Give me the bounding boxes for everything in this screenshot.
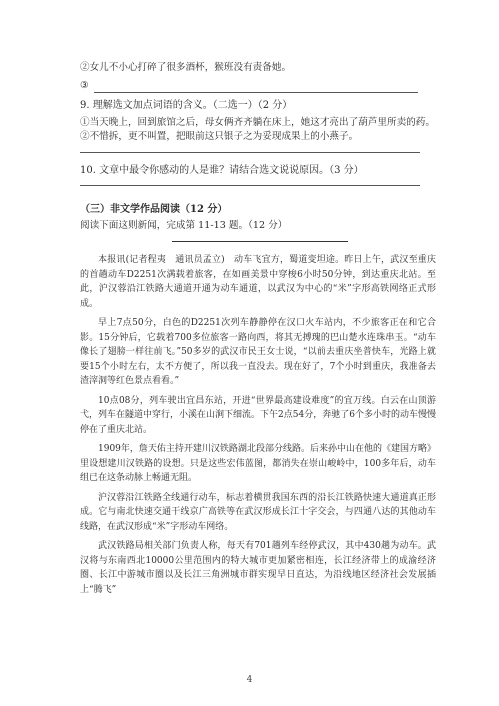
passage-paragraph: 早上7点50分，白色的D2251次列车静静停在汉口火车站内，不少旅客正在和它合影。15分钟后，它载着700多位旅客一路向西，将其无搏瑰的巴山楚水连珠串玉。“动车像长了翅膀一样往前飞。”50多岁的武汉市民王女士说，“以前去重庆坐普快车，光路上就要15个小时左右，太不方便了，所以我一直没去。现在好了，7个小时到重庆，我准备去渣滓洞等红色景点看看。” [80, 318, 436, 386]
passage-paragraph: 1909年，詹天佑主持开建川汉铁路湖北段部分线路。后来孙中山在他的《建国方略》里设想建川汉铁路的设想。只是这些宏伟蓝图，都消失在崇山峻岭中，100多年后，动车组已在这条动脉上畅通无阻。 [80, 444, 436, 483]
q9-item-2: ②不惜拆，更不叫置，把眼前这只银子之为妥现成果上的小燕子。 [80, 131, 359, 142]
passage-paragraph: 10点08分，列车驶出宜昌东站，开进“世界最高建设难度”的宜万线。白云在山顶游弋，列车在隧道中穿行，小溪在山涧下细流。下午2点54分，奔驰了6个多小时的动车慢慢停在了重庆北站。 [80, 395, 436, 435]
q9-answer-line [80, 152, 420, 153]
q8-item-3: ③ [80, 80, 89, 91]
q8-item-2: ②女儿不小心打碎了很多酒杯，猴班没有责备她。 [80, 62, 292, 73]
q9-title: 9. 理解选文加点词语的含义。（二选一）（2 分） [80, 100, 293, 111]
q9-item-1: ①当天晚上，回到旅馆之后，母女俩齐齐躺在床上，她这才亮出了葫芦里所卖的药。 [80, 117, 435, 128]
passage-paragraph: 武汉铁路局相关部门负责人称，每天有701趟列车经停武汉，其中430趟为动车。武汉将与东南西北10000公里范围内的特大城市更加紧密相连，长江经济带上的成渝经济圈、长江中游城市圈以及长江三角洲城市群实现早日直达，为沿线地区经济社会发展插上“腾飞” [80, 541, 436, 595]
q8-answer-line [94, 92, 418, 93]
passage-divider [172, 241, 348, 242]
page-number: 4 [246, 675, 253, 685]
section-title: （三）非文学作品阅读（12 分） [80, 204, 228, 215]
q10-title: 10. 文章中最令你感动的人是谁？请结合选文说说原因。（3 分） [80, 165, 364, 176]
passage-paragraph: 本报讯(记者程夷 通讯员孟立) 动车飞宜方，蜀道变坦途。昨日上午，武汉至重庆的首趟动车D2251次满载着旅客，在如画美景中穿梭6小时50分钟，到达重庆北站。至此，沪汉蓉沿江铁路大通道开通为动车通道，以武汉为中心的“米”字形高铁网络正式形成。 [80, 255, 436, 309]
q10-answer-line [80, 185, 420, 186]
section-instruction: 阅读下面这则新闻，完成第 11-13 题。（12 分） [80, 220, 288, 231]
passage-paragraph: 沪汉蓉沿江铁路全线通行动车，标志着横贯我国东西的沿长江铁路快速大通道真正形成。它与南北快速交通干线京广高铁等在武汉形成长江十字交会，与四通八达的其他动车线路，在武汉形成“米”字形动车网络。 [80, 492, 436, 532]
news-passage [80, 253, 436, 602]
